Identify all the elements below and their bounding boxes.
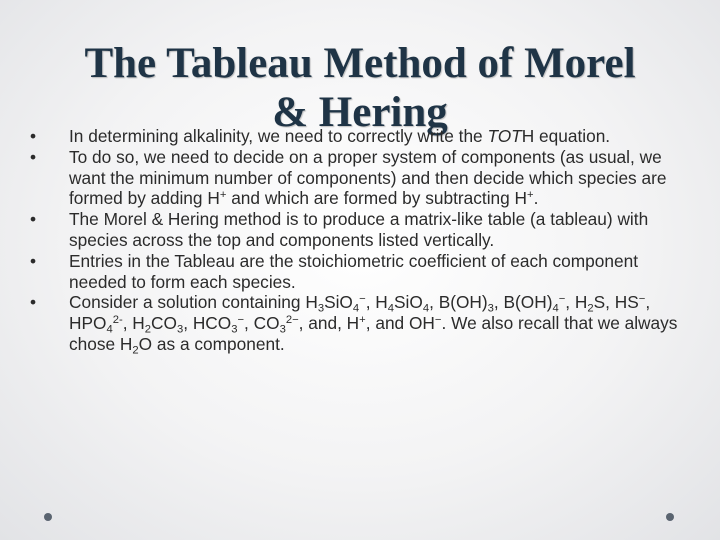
bullet-text: , H bbox=[365, 292, 388, 313]
subscript: 3 bbox=[487, 302, 494, 315]
bullet-icon: • bbox=[30, 126, 37, 146]
corner-dot-left bbox=[44, 513, 52, 521]
superscript: 2- bbox=[112, 314, 123, 326]
subscript: 4 bbox=[352, 302, 360, 315]
superscript: − bbox=[434, 314, 442, 326]
bullet-text: S, HS bbox=[593, 292, 639, 313]
bullet-item-solution-species bbox=[30, 292, 690, 357]
superscript: − bbox=[638, 293, 646, 306]
bullet-text: H equation. bbox=[521, 126, 611, 146]
bullet-text: CO bbox=[151, 313, 177, 334]
subscript: 3 bbox=[317, 302, 325, 315]
bullet-text: To do so, we need to decide on a proper system of components (as usual, we want the minimum number of components) and then decide which species are formed by adding H bbox=[69, 146, 667, 209]
bullet-text: In determining alkalinity, we need to correctly write the bbox=[69, 126, 488, 146]
bullet-text: SiO bbox=[394, 292, 423, 313]
subscript: 4 bbox=[422, 302, 430, 315]
bullet-text: , CO bbox=[244, 313, 280, 334]
bullet-text: The Morel & Hering method is to produce a matrix-like table (a tableau) with species across the top and components listed vertically. bbox=[69, 209, 649, 250]
bullet-list bbox=[30, 126, 690, 355]
superscript: − bbox=[359, 293, 366, 306]
superscript: − bbox=[237, 314, 245, 326]
superscript: + bbox=[527, 189, 534, 202]
bullet-text: , HCO bbox=[183, 313, 232, 334]
title-line-1: The Tableau Method of Morel bbox=[84, 39, 636, 87]
subscript: 3 bbox=[176, 323, 184, 336]
superscript: + bbox=[219, 189, 227, 202]
superscript: 2− bbox=[285, 314, 299, 326]
subscript: 2 bbox=[144, 323, 152, 336]
bullet-text: and which are formed by subtracting H bbox=[226, 188, 528, 209]
bullet-text: SiO bbox=[324, 292, 353, 313]
subscript: 2 bbox=[132, 344, 139, 357]
superscript: + bbox=[359, 314, 366, 326]
bullet-text: , H bbox=[565, 292, 588, 313]
bullet-text: , H bbox=[122, 313, 145, 334]
subscript: 3 bbox=[231, 323, 238, 336]
bullet-item-components bbox=[30, 147, 690, 209]
subscript: 3 bbox=[279, 323, 286, 336]
corner-dot-right bbox=[666, 513, 674, 521]
bullet-text: . bbox=[533, 188, 539, 209]
bullet-icon: • bbox=[30, 292, 37, 313]
bullet-icon: • bbox=[30, 146, 37, 167]
bullet-icon: • bbox=[30, 209, 37, 230]
title-line-2: & Hering bbox=[272, 88, 448, 136]
bullet-text: , B(OH) bbox=[429, 292, 488, 313]
subscript: 4 bbox=[106, 323, 113, 336]
bullet-text: , and, H bbox=[298, 313, 360, 334]
bullet-item-tot-h bbox=[30, 126, 690, 147]
italic-tot: TOT bbox=[487, 126, 522, 146]
bullet-text: , HPO bbox=[69, 292, 651, 334]
bullet-text: O as a component. bbox=[138, 333, 285, 354]
bullet-icon: • bbox=[30, 250, 37, 271]
slide-title bbox=[20, 39, 700, 137]
bullet-text: , and OH bbox=[365, 313, 435, 334]
bullet-text: Entries in the Tableau are the stoichiometric coefficient of each component needed to form each species. bbox=[69, 250, 639, 292]
superscript: − bbox=[558, 293, 566, 306]
bullet-text: . We also recall that we always chose H bbox=[69, 313, 678, 354]
subscript: 4 bbox=[552, 302, 559, 315]
bullet-text: , B(OH) bbox=[493, 292, 553, 313]
subscript: 4 bbox=[387, 302, 395, 315]
bullet-text: Consider a solution containing H bbox=[69, 292, 318, 313]
subscript: 2 bbox=[587, 302, 594, 315]
bullet-item-morel-hering bbox=[30, 209, 690, 251]
bullet-item-tableau-entries bbox=[30, 251, 690, 293]
